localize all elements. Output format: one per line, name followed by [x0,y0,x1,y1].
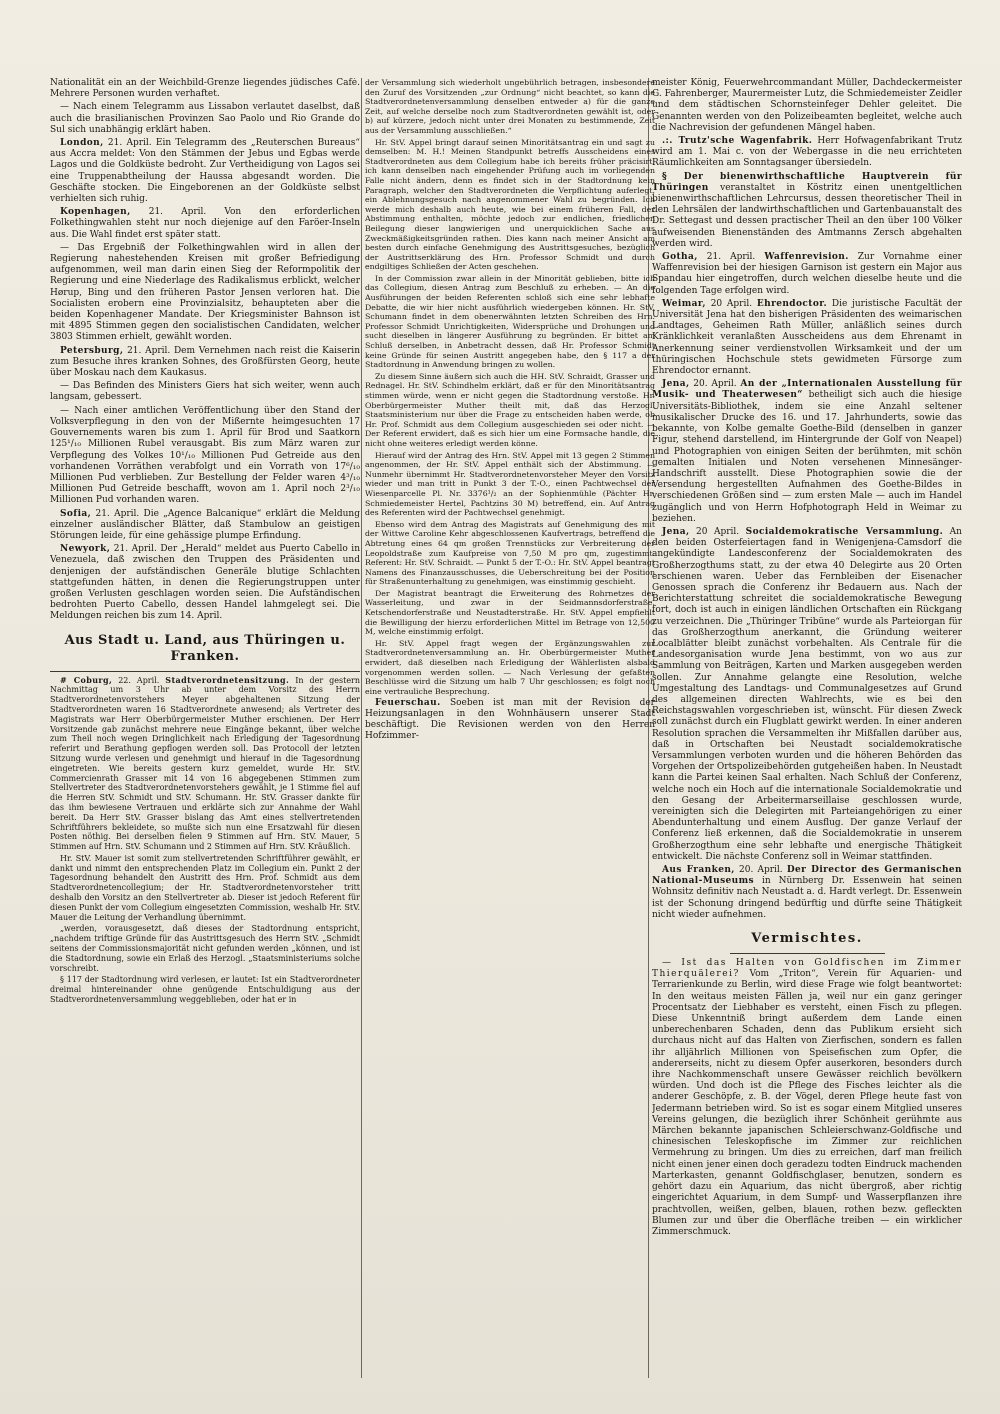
dateline: Weimar, [662,298,706,309]
date: 22. April. [118,675,160,685]
item-text: betheiligt sich auch die hiesige Universitäts-Bibliothek, indem sie eine Anzahl seltener musikalischer Drucke des 16. und 17. Jahrhunderts, sowie das bekannte, von Kolbe gemalte Goethe-Bild (denselben in ganzer Figur, stehend darstellend, im Hintergrunde der Golf von Neapel) und Photographien von einigen Seiten der berühmten, mit schön gemalten Initialen und Noten versehenen Minnesänger-Handschrift ausstellt. Diese Photographien sowie die der Versendung hergestellten Aufnahmen des Goethe-Bildes in verschiedenen Größen sind — zum ersten Male — auch im Handel zugänglich und von Herrn Hofphotograph Held in Weimar zu beziehen. [652,390,962,524]
dateline: Gotha, [662,252,698,263]
subhead: Socialdemokratische Versammlung. [745,526,944,537]
item-title: — Ist das Halten von Goldfischen im Zimmer Thierquälerei? [652,958,962,980]
dateline: Kopenhagen, [60,207,131,218]
item-text: 21. April. Die „Agence Balcanique“ erklärt die Meldung einzelner ausländischer Blätter, daß Stambulow an geistigen Störungen leide, für eine gehässige plumpe Erfindung. [50,508,360,541]
news-item-london [50,138,360,205]
news-item-jena-2 [652,527,962,863]
article-paragraph: Der Magistrat beantragt die Erweiterung des Rohrnetzes der Wasserleitung, und zwar in der Seidmannsdorferstraße, Ketschendorferstraße und Neustadterstraße. Hr. StV. Appel empfiehlt die Bewilligung der hierzu erforderlichen Mittel im Betrage von 12,500 M, welche einstimmig erfolgt. [365,588,655,637]
article-paragraph: § 117 der Stadtordnung wird verlesen, er lautet: Ist ein Stadtverordneter dreimal hintereinander ohne genügende Entschuldigung aus der Stadtverordnetenversammlung weggeblieben, oder hat er in [50,975,360,1005]
article-paragraph: Hierauf wird der Antrag des Hrn. StV. Appel mit 13 gegen 2 Stimmen angenommen, der Hr. StV. Appel enthält sich der Abstimmung. — Nunmehr übernimmt Hr. Stadtverordnetenvorsteher Meyer den Vorsitz wieder und man tritt in Punkt 3 der T.-O., einen Pachtwechsel der Wiesenparcelle Pl. Nr. 3376¹/₂ an der Sophienmühle (Pächter Hr. Schmiedemeister Hertel, Pachtzins 30 M) betreffend, ein. Auf Antrag des Referenten wird der Pachtwechsel genehmigt. [365,450,655,518]
column-3 [652,78,962,1388]
column-2 [365,78,655,1388]
article-paragraph: — Nach einem Telegramm aus Lissabon verlautet daselbst, daß auch die brasilianischen Provinzen Sao Paolo und Rio Grande do Sul sich unabhängig erklärt haben. [50,102,360,135]
heading-rule [50,671,360,672]
subhead: Stadtverordnetensitzung. [165,674,290,685]
column-1 [50,78,360,1388]
item-text: in Nürnberg Dr. Essenwein hat seinen Wohnsitz definitiv nach Neustadt a. d. Hardt verlegt. Dr. Essenwein ist der Schonung dringend bedürftig und dürfte seine Thätigkeit nicht wieder aufnehmen. [652,876,962,920]
dateline: Newyork, [60,544,111,555]
item-text: Soeben ist man mit der Revision der Heizungsanlagen in den Wohnhäusern unserer Stadt beschäftigt. Die Revisionen werden von den Herren Hofzimmer- [365,698,655,742]
date: 20 April. [696,526,740,537]
item-text: 21. April. Von den erforderlichen Folkethingwahlen steht nur noch diejenige auf den Faröer-Inseln aus. Die Wahl findet erst später statt. [50,207,360,240]
news-item-coburg [50,676,360,852]
article-paragraph: der Versammlung sich wiederholt ungebührlich betragen, insbesondere den Zuruf des Vorsitzenden „zur Ordnung“ nicht beachtet, so kann die Stadtverordnetenversammlung denselben entweder a) für die ganze Zeit, auf welche derselbe noch zum Stadtverordneten gewählt ist, oder b) auf kürzere, jedoch nicht unter drei Monaten zu bestimmende, Zeit aus der Versammlung ausschließen.“ [365,78,655,135]
item-text: Die juristische Facultät der Universität Jena hat den bisherigen Präsidenten des weimarischen Landtages, Geheimen Rath Müller, anläßlich seines durch Kränklichkeit veranlaßten Ausscheidens aus dem Ehrenamt in Anerkennung seiner verdienstvollen Wirksamkeit und der um thüringischen Hochschule stets gewidmeten Fürsorge zum Ehrendoctor ernannt. [652,298,962,377]
section-heading-vermischtes: Vermischtes. [751,931,863,947]
article-paragraph: Nationalität ein an der Weichbild-Grenze liegendes jüdisches Café. Mehrere Personen wurden verhaftet. [50,78,360,100]
article-paragraph: meister König, Feuerwehrcommandant Müller, Dachdeckermeister G. Fahrenberger, Maurermeister Lutz, die Schmiedemeister Zeidler und dem städtischen Schornsteinfeger Dehler geleitet. Die Genannten werden von den Polizeibeamten begleitet, welche auch die Nachrevision der gefundenen Mängel haben. [652,78,962,133]
article-paragraph: Hr. StV. Mauer ist somit zum stellvertretenden Schriftführer gewählt, er dankt und nimmt den entsprechenden Platz im Collegium ein. Punkt 2 der Tagesordnung behandelt den Austritt des Hrn. Prof. Schmidt aus dem Stadtverordnetencollegium; der Hr. Stadtverordnetenvorsteher tritt deshalb den Vorsitz an den Stellvertreter ab. Dieser ist jedoch Referent für diesen Punkt der vom Collegium eingesetzten Commission, weshalb Hr. StV. Mauer die Leitung der Verhandlung übernimmt. [50,853,360,922]
item-text: veranstaltet in Köstritz einen unentgeltlichen bienenwirthschaftlichen Lehrcursus, dessen theoretischer Theil in den Lehrsälen der landwirthschaftlichen und Gartenbauanstalt des Dr. Settegast und dessen practischer Theil an den über 100 Völker aufweisenden Bienenständen des Amtmanns Zersch abgehalten werden wird. [652,182,962,249]
item-text: 21. April. Dem Vernehmen nach reist die Kaiserin zum Besuche ihres kranken Sohnes, des Großfürsten Georg, heute über Moskau nach dem Kaukasus. [50,345,360,379]
subhead: Waffenrevision. [764,252,849,263]
dateline: Jena, [662,526,690,537]
item-text: Zur Vornahme einer Waffenrevision bei der hiesigen Garnison ist gestern ein Major aus Spandau hier eingetroffen, durch welchen dieselbe heute und die folgenden Tage erfolgen wird. [652,252,962,296]
quoted-paragraph: „werden, vorausgesetzt, daß dieses der Stadtordnung entspricht, „nachdem triftige Gründe für das Austrittsgesuch des Herrn StV. „Schmidt seitens der Commissionsmajorität nicht gefunden werden „können, und ist die Stadtordnung, sowie ein Erlaß des Herzogl. „Staatsministeriums solche vorschreibt. [50,924,360,973]
subhead: An der „Internationalen Ausstellung für Musik- und Theaterwesen“ [652,379,962,401]
item-text: An den beiden Osterfeiertagen fand in Wenigenjena-Camsdorf die angekündigte Landesconferenz der Socialdemokraten des Großherzogthums statt, zu der etwa 40 Delegirte aus 20 Orten erschienen waren. Ueber das Fernbleiben der Eisenacher Genossen sprach die Conferenz ihr Bedauern aus. Nach der Berichterstattung schreitet die socialdemokratische Bewegung fort, doch ist auch in einigen ländlichen Ortschaften ein Rückgang zu verzeichnen. Die „Thüringer Tribüne“ wurde als Parteiorgan für das Großherzogthum anerkannt, die Gründung weiterer Localblätter bleibt zunächst vorbehalten. Als Centrale für die Landesorganisation wurde Jena bestimmt, von wo aus zur Sammlung von Beiträgen, Karten und Marken ausgegeben werden sollen. Zur Annahme gelangte eine Resolution, welche Umgestaltung des Landtags- und Communalgesetzes auf Grund des allgemeinen directen Wahlrechts, wie es bei den Reichstagswahlen vorgeschrieben ist, wünscht. Für diesen Zweck soll zunächst durch ein Flugblatt gewirkt werden. In einer anderen Resolution sprachen die Versammelten ihr Mißfallen darüber aus, daß in Ortschaften bei Neustadt socialdemokratische Versammlungen verboten wurden und die höheren Behörden das Vorgehen der Ortspolizeibehörden gutgeheißen haben. In Neustadt kann die Partei keinen Saal erhalten. Nach Schluß der Conferenz, welche noch ein Hoch auf die internationale Socialdemokratie und den Gesang der Arbeitermarseillaise geschlossen wurde, vereinigten sich die Delegirten mit Parteiangehörigen zu einer Abendunterhaltung und einem Ausflug. Der ganze Verlauf der Conferenz ließ erkennen, daß die Socialdemokratie in unserem Großherzogthum eine sehr lebhafte und energische Thätigkeit entwickelt. Die nächste Conferenz soll in Weimar stattfinden. [652,526,962,862]
date: 20. April. [739,865,783,876]
item-text: Herr Hofwagenfabrikant Trutz wird am 1. Mai c. von der Webergasse in die neu errichteten Räumlichkeiten am Sonntagsanger übersiedeln. [652,136,962,169]
article-paragraph: In der Commission zwar allein in der Minorität geblieben, bitte ich das Collegium, diesen Antrag zum Beschluß zu erheben. — An die Ausführungen der beiden Referenten schloß sich eine sehr lebhafte Debatte, die wir hier nicht ausführlich wiedergeben können. Hr. StV. Schumann findet in dem obenerwähnten letzten Schreiben des Hrn. Professor Schmidt Unrichtigkeiten, Widersprüche und Drohungen und sucht dieselben in längerer Ausführung zu begründen. Er bittet am Schluß derselben, in Anbetracht dessen, daß Hr. Professor Schmidt keine Gründe für seinen Austritt angegeben habe, den § 117 a der Stadtordnung in Anwendung bringen zu wollen. [365,273,655,370]
item-text: 21. April. Der „Herald“ meldet aus Puerto Cabello in Venezuela, daß zwischen den Truppen des Präsidenten und denjenigen der aufständischen Generäle blutige Schlachten stattgefunden hätten, in denen die Regierungstruppen unter großen Verlusten geschlagen worden seien. Die Aufständischen bedrohten Puerto Cabello, dessen Handel lahmgelegt sei. Die Meldungen reichen bis zum 14. April. [50,544,360,622]
news-item-petersburg [50,346,360,380]
date: 21. April. [706,252,756,263]
dateline: § Der bienenwirthschaftliche Hauptverein für Thüringen [652,171,962,193]
news-item-feuerschau [365,698,655,742]
item-text: In der gestern Nachmittag um 3 Uhr ab unter dem Vorsitz des Herrn Stadtverordnetenvorstehers Meyer abgehaltenen Sitzung der Stadtverordneten waren 16 Stadtverordnete anwesend; als Vertreter des Magistrats war Herr Oberbürgermeister Muther erschienen. Der Herr Vorsitzende gab zunächst mehrere neue Eingänge bekannt, über welche zum Theil noch wegen Dringlichkeit nach Erledigung der Tagesordnung referirt und Berathung gepflogen werden soll. Das Protocoll der letzten Sitzung wurde verlesen und genehmigt und hierauf in die Tagesordnung eingetreten. Wie bereits gestern kurz gemeldet, wurde Hr. StV. Commercienrath Grasser mit 14 von 16 abgegebenen Stimmen zum Stellvertreter des Stadtverordnetenvorstehers gewählt, je 1 Stimme fiel auf die Herren StV. Schmidt und StV. Schumann. Hr. StV. Grasser dankte für das ihm bewiesene Vertrauen und erklärte sich zur Annahme der Wahl bereit. Da Herr StV. Grasser bislang das Amt eines stellvertretenden Schriftführers bekleidete, so mußte sich nun eine Ersatzwahl für diesen Posten nöthig. Bei derselben fielen 9 Stimmen auf Hrn. StV. Mauer, 5 Stimmen auf Hrn. StV. Schumann und 2 Stimmen auf Hrn. StV. Kräußlich. [50,675,360,852]
news-item-franken [652,865,962,921]
dateline: .:. Trutz'sche Wagenfabrik. [662,136,813,147]
article-paragraph: Hr. StV. Appel fragt wegen der Ergänzungswahlen zur Stadtverordnetenversammlung an. Hr. Oberbürgermeister Muther erwidert, daß dieselben nach Erledigung der Wählerlisten alsbald vorgenommen werden sollen. — Nach Verlesung der gefaßten Beschlüsse wird die Sitzung um halb 7 Uhr geschlossen; es folgt noch eine vertrauliche Besprechung. [365,638,655,696]
news-item-trutz [652,136,962,170]
article-paragraph: Zu diesem Sinne äußern sich auch die HH. StV. Schraidt, Grasser und Rednagel. Hr. StV. Schindhelm erklärt, daß er für den Minoritätsantrag stimmen würde, wenn er nicht gegen die Stadtordnung verstoße. Hr. Oberbürgermeister Muther theilt mit, daß das Herzogl. Staatsministerium nur über die Frage zu entscheiden haben werde, ob Hr. Prof. Schmidt aus dem Collegium ausgeschieden sei oder nicht. — Der Referent erwidert, daß es sich hier um eine Formsache handle, die nicht ohne weiteres erledigt werden könne. [365,371,655,448]
dateline: Petersburg, [60,345,124,356]
dateline: Sofia, [60,508,92,519]
dateline: # Coburg, [60,674,113,685]
article-paragraph: — Nach einer amtlichen Veröffentlichung über den Stand der Volksverpflegung in den von der Mißernte heimgesuchten 17 Gouvernements waren bis zum 1. April für Brod und Saatkorn 125¹/₁₀ Millionen Rubel verausgabt. Bis zum März waren zur Verpflegung des Volkes 10¹/₁₀ Millionen Pud Getreide aus den vorhandenen Vorräthen verabfolgt und ein Vorrath von 17⁶/₁₀ Millionen Pud verblieben. Zur Bestellung der Felder waren 4³/₁₀ Millionen Pud Getreide beschafft, wovon am 1. April noch 2³/₁₀ Millionen Pud vorhanden waren. [50,405,360,506]
subhead: Der Director des Germanischen National-Museums [652,865,962,887]
news-item-jena [652,379,962,525]
news-item-weimar [652,299,962,377]
article-paragraph: — Das Ergebniß der Folkethingwahlen wird in allen der Regierung nahestehenden Kreisen mit großer Befriedigung aufgenommen, weil man darin einen Sieg der Reformpolitik der Regierung und eine Niederlage des Radikalismus erblickt, welcher Hørup, Bing und den früheren Pastor Jensen verloren hat. Die Socialisten erobern eine Provinzialsitz, behaupteten aber die beiden Kopenhagener Mandate. Der Kriegsminister Bahnson ist mit 4895 Stimmen gegen den socialistischen Candidaten, welcher 3803 Stimmen erhielt, gewählt worden. [50,242,360,343]
column-divider [361,78,362,1378]
news-item-newyork [50,544,360,622]
news-item-bienen [652,172,962,250]
article-paragraph: — Das Befinden des Ministers Giers hat sich weiter, wenn auch langsam, gebessert. [50,381,360,403]
news-item-sofia [50,509,360,543]
news-item-gotha [652,252,962,297]
news-item-goldfish [652,958,962,1238]
section-heading: Aus Stadt u. Land, aus Thüringen u. Franken. [64,632,346,664]
news-item-kopenhagen [50,207,360,241]
dateline: Aus Franken, [662,865,735,876]
article-paragraph: Hr. StV. Appel bringt darauf seinen Minoritätsantrag ein und sagt zu demselben: M. H.! Meinen Standpunkt betreffs Ausscheidens eines Stadtverordneten aus dem Collegium habe ich bereits früher präcisirt; ich kann denselben nach eingehender Prüfung auch im vorliegenden Falle nicht ändern, denn es findet sich in der Stadtordnung kein Paragraph, welcher den Stadtverordneten die Verpflichtung auferlegt, ein Ablehnungsgesuch nach angenommener Wahl zu begründen. Ich werde mich deshalb auch heute, wie bei einem früheren Fall, der Abstimmung enthalten, möchte jedoch zur endlichen, friedlichen Beilegung dieser langwierigen und unerquicklichen Sache aus Zweckmäßigkeitsgründen rathen. Dies kann nach meiner Ansicht am besten durch einfache Genehmigung des Austrittsgesuches, bezüglich der Austrittserklärung des Hrn. Professor Schmidt und durch endgiltiges Schließen der Acten geschehen. [365,137,655,272]
item-text: 21. April. Ein Telegramm des „Reuterschen Bureaus“ aus Accra meldet: Von den Stämmen der Jebus und Egbas werde Lagos und die Goldküste bedroht. Zur Vertheidigung von Lagos sei eine Truppenabtheilung der Haussa abgesandt worden. Die Geschäfte stocken. Die Eingeborenen an der Goldküste selbst verhielten sich ruhig. [50,138,360,205]
article-paragraph: Ebenso wird dem Antrag des Magistrats auf Genehmigung des mit der Wittwe Caroline Kehr abgeschlossenen Kaufvertrags, betreffend die Abtretung eines 64 qm großen Trennstücks zur Verbreiterung der Leopoldstraße zum Kaufpreise von 7,50 M pro qm, zugestimmt. Referent: Hr. StV. Schraidt. — Punkt 5 der T.-O.: Hr. StV. Appel beantragt Namens des Finanzausschusses, die Ueberschreitung bei der Position für Straßenunterhaltung zu genehmigen, was einstimmig geschieht. [365,519,655,587]
dateline: London, [60,138,104,149]
dateline: Jena, [662,379,690,390]
date: 20 April. [710,298,753,309]
heading-rule [730,953,885,954]
dateline: Feuerschau. [375,698,441,709]
date: 20. April. [693,379,737,390]
item-text: Vom „Triton“, Verein für Aquarien- und Terrarienkunde zu Berlin, wird diese Frage wie folgt beantwortet: In den weitaus meisten Fällen ja, weil nur ein ganz geringer Procentsatz der Liebhaber es versteht, einen Fisch zu pflegen. Diese Unkenntniß bringt außerdem dem Lande einen unberechenbaren Schaden, denn das Publikum ersieht sich durchaus nicht auf das Halten von Zierfischen, sondern es fallen ihr alljährlich Millionen von Speisefischen zum Opfer, die andererseits, nicht zu diesem Opfer auserkoren, besonders durch ihre Nachkommenschaft unsere Gewässer reichlich bevölkern würden. Und doch ist die Pflege des Fisches leichter als die anderer Geschöpfe, z. B. der Vögel, deren Pflege heute fast von Jedermann betrieben wird. So ist es sogar einem Mitglied unseres Vereins gelungen, die bezüglich ihrer Schönheit gerühmte aus Märchen bekannte japanischen Schleierschwanz-Goldfische und chinesischen Teleskopfische im Zimmer zur reichlichen Vermehrung zu bringen. Um dies zu erreichen, darf man freilich nicht einen jener einen doch geradezu todten Eindruck machenden Marterkasten, genannt Goldfischglaser, benutzen, sondern es gehört dazu ein Aquarium, das nicht übergroß, aber richtig eingerichtet Aquarium, in dem Sumpf- und Wasserpflanzen ihre prachtvollen, weißen, gelben, blauen, rothen bezw. gefleckten Blumen zur und über die Oberfläche treiben — ein wirklicher Zimmerschmuck. [652,969,962,1237]
subhead: Ehrendoctor. [756,298,828,309]
